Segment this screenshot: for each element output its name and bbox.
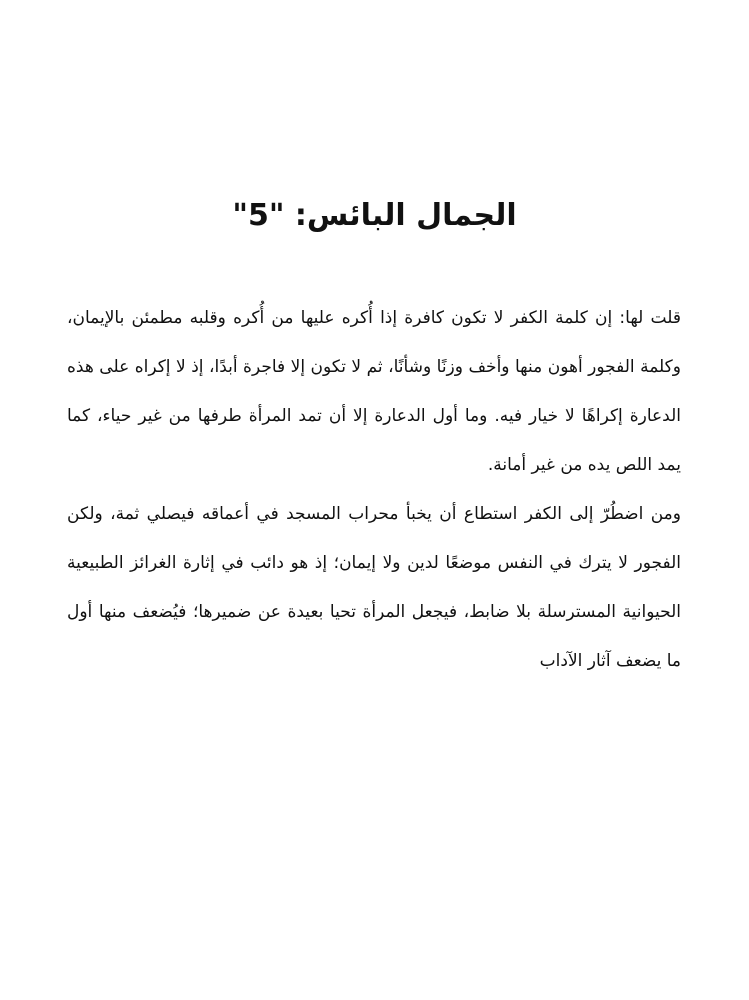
paragraph-2: ومن اضطُرّ إلى الكفر استطاع أن يخبأ محراب المسجد في أعماقه فيصلي ثمة، ولكن الفجور لا يترك في النفس موضعًا لدين ولا إيمان؛ إذ هو دائب في إثارة الغرائز الطبيعية الحيوانية المسترسلة بلا ضابط، فيجعل المرأة تحيا بعيدة عن ضميرها؛ فيُضعف منها أول ما يضعف آثار الآداب: [67, 504, 681, 671]
chapter-title: الجمال البائس: "5": [232, 198, 517, 233]
paragraph-1: قلت لها: إن كلمة الكفر لا تكون كافرة إذا أُكره عليها من أُكره وقلبه مطمئن بالإيمان، وكلمة الفجور أهون منها وأخف وزنًا وشأنًا، ثم لا تكون إلا فاجرة أبدًا، إذ لا إكراه على هذه الدعارة إكراهًا لا خيار فيه. وما أول الدعارة إلا أن تمد المرأة طرفها من غير حياء، كما يمد اللص يده من غير أمانة.: [67, 308, 681, 475]
chapter-body: [67, 294, 681, 686]
